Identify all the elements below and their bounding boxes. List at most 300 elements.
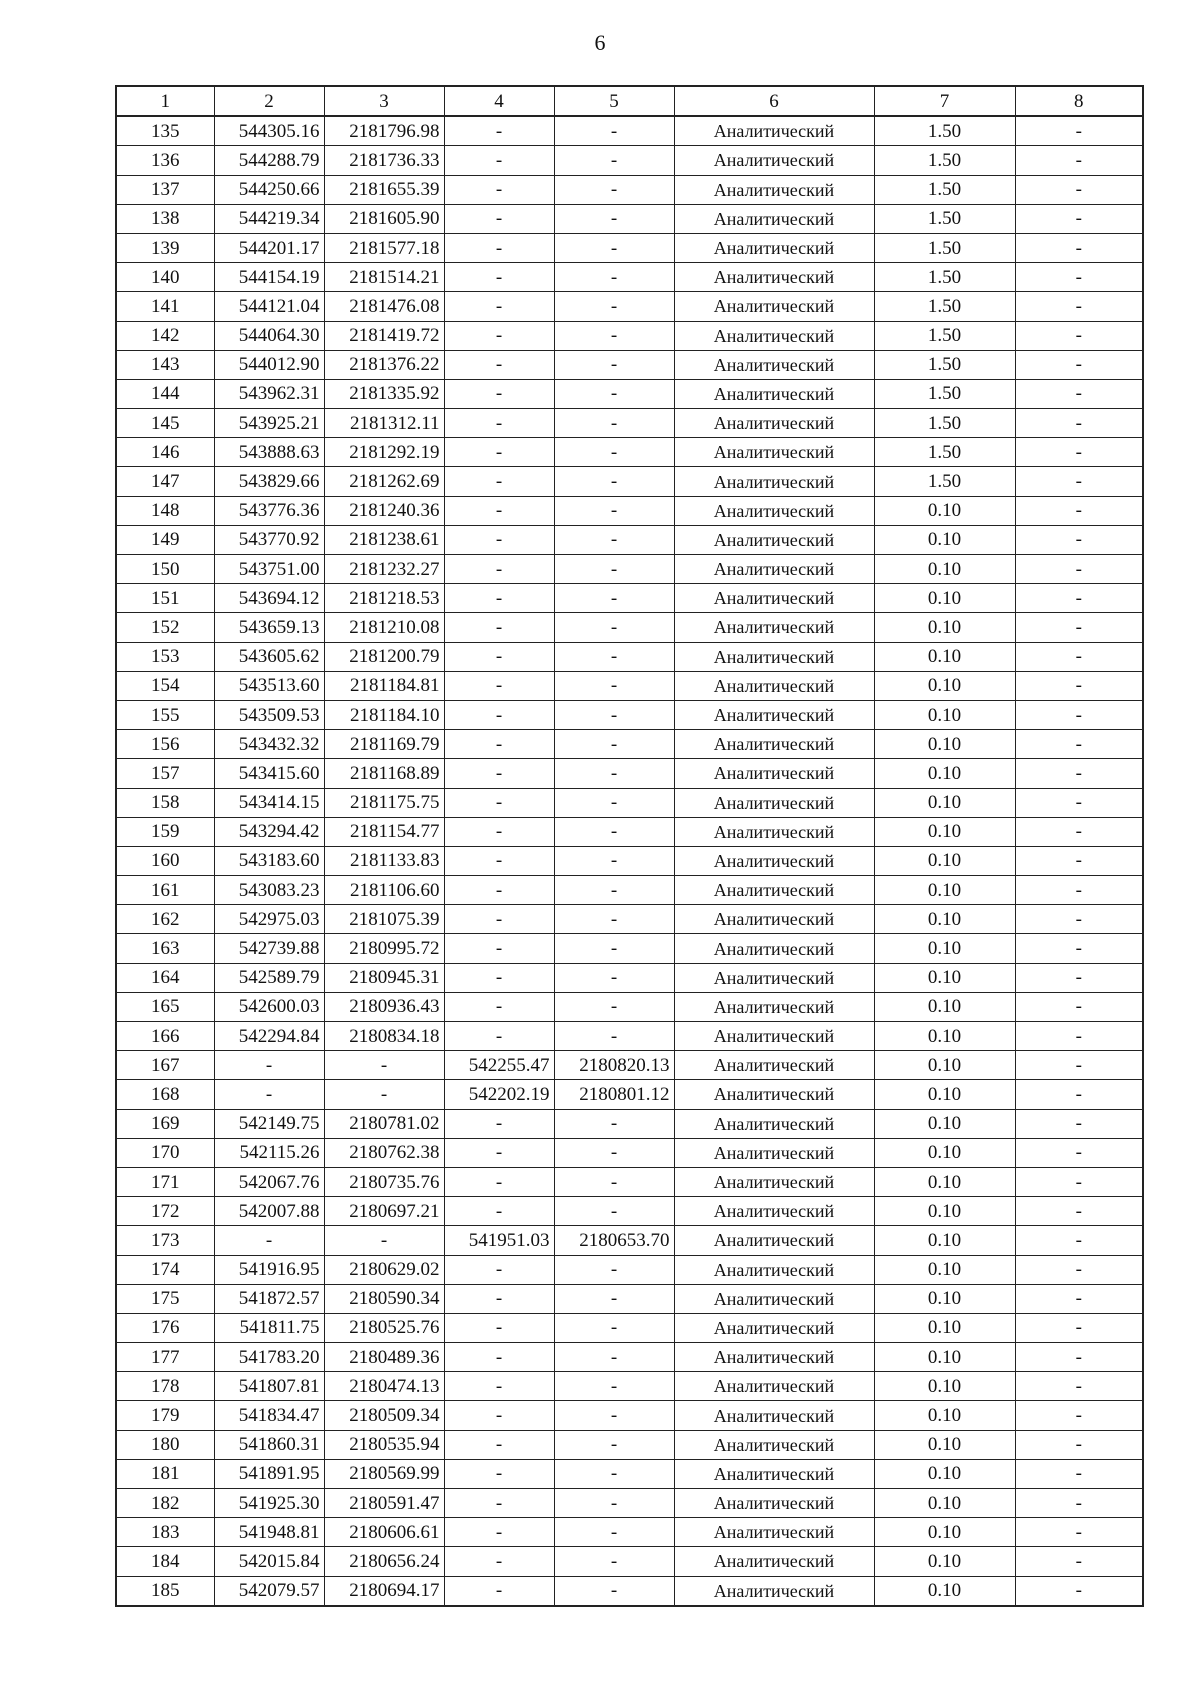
table-cell-col-5: - — [554, 934, 674, 963]
table-cell-col-7: 0.10 — [874, 905, 1015, 934]
table-cell-col-1: 147 — [116, 467, 214, 496]
table-row — [116, 846, 1143, 875]
table-cell-col-2: 543432.32 — [214, 730, 324, 759]
table-row — [116, 934, 1143, 963]
table-cell-col-5: - — [554, 175, 674, 204]
table-cell-col-5: 2180801.12 — [554, 1080, 674, 1109]
table-row — [116, 1197, 1143, 1226]
table-cell-col-2: 544064.30 — [214, 321, 324, 350]
table-row — [116, 438, 1143, 467]
table-cell-col-1: 164 — [116, 963, 214, 992]
table-cell-col-8: - — [1015, 525, 1143, 554]
table-cell-col-8: - — [1015, 876, 1143, 905]
table-cell-col-7: 0.10 — [874, 876, 1015, 905]
table-cell-col-7: 1.50 — [874, 350, 1015, 379]
table-cell-col-5: 2180653.70 — [554, 1226, 674, 1255]
table-cell-col-8: - — [1015, 817, 1143, 846]
table-row — [116, 1459, 1143, 1488]
table-cell-col-3: - — [324, 1051, 444, 1080]
table-cell-col-3: 2181419.72 — [324, 321, 444, 350]
table-cell-col-5: - — [554, 759, 674, 788]
table-cell-col-6: Аналитический — [674, 1167, 874, 1196]
table-cell-col-3: 2181154.77 — [324, 817, 444, 846]
table-cell-col-5: - — [554, 700, 674, 729]
table-cell-col-7: 0.10 — [874, 1109, 1015, 1138]
table-cell-col-7: 0.10 — [874, 525, 1015, 554]
table-cell-col-2: 543829.66 — [214, 467, 324, 496]
table-cell-col-8: - — [1015, 263, 1143, 292]
table-cell-col-6: Аналитический — [674, 584, 874, 613]
table-cell-col-7: 0.10 — [874, 1459, 1015, 1488]
table-cell-col-4: - — [444, 584, 554, 613]
column-header-5: 5 — [554, 86, 674, 116]
table-cell-col-2: 543513.60 — [214, 671, 324, 700]
table-cell-col-2: 544250.66 — [214, 175, 324, 204]
table-cell-col-6: Аналитический — [674, 1022, 874, 1051]
column-header-2: 2 — [214, 86, 324, 116]
table-cell-col-7: 0.10 — [874, 1430, 1015, 1459]
table-cell-col-4: - — [444, 1167, 554, 1196]
table-cell-col-1: 149 — [116, 525, 214, 554]
table-cell-col-2: 543776.36 — [214, 496, 324, 525]
table-cell-col-1: 155 — [116, 700, 214, 729]
table-cell-col-3: 2181476.08 — [324, 292, 444, 321]
table-row — [116, 409, 1143, 438]
table-cell-col-4: - — [444, 292, 554, 321]
table-cell-col-5: - — [554, 263, 674, 292]
table-cell-col-8: - — [1015, 1167, 1143, 1196]
table-cell-col-3: 2181175.75 — [324, 788, 444, 817]
table-cell-col-1: 185 — [116, 1576, 214, 1606]
table-cell-col-3: 2180936.43 — [324, 992, 444, 1021]
table-cell-col-4: - — [444, 1547, 554, 1576]
table-cell-col-2: 544154.19 — [214, 263, 324, 292]
table-cell-col-3: 2181169.79 — [324, 730, 444, 759]
table-cell-col-4: - — [444, 350, 554, 379]
table-cell-col-1: 165 — [116, 992, 214, 1021]
table-cell-col-2: 544012.90 — [214, 350, 324, 379]
table-cell-col-4: 541951.03 — [444, 1226, 554, 1255]
table-cell-col-3: 2181238.61 — [324, 525, 444, 554]
column-header-6: 6 — [674, 86, 874, 116]
table-cell-col-7: 0.10 — [874, 555, 1015, 584]
table-cell-col-3: 2180694.17 — [324, 1576, 444, 1606]
table-cell-col-8: - — [1015, 1343, 1143, 1372]
table-cell-col-1: 180 — [116, 1430, 214, 1459]
table-cell-col-4: - — [444, 1109, 554, 1138]
table-row — [116, 555, 1143, 584]
table-row — [116, 584, 1143, 613]
table-cell-col-5: - — [554, 1401, 674, 1430]
table-cell-col-6: Аналитический — [674, 1080, 874, 1109]
table-cell-col-4: - — [444, 263, 554, 292]
table-cell-col-1: 156 — [116, 730, 214, 759]
table-row — [116, 1372, 1143, 1401]
table-cell-col-1: 159 — [116, 817, 214, 846]
table-cell-col-6: Аналитический — [674, 1489, 874, 1518]
table-row — [116, 1109, 1143, 1138]
table-cell-col-4: - — [444, 1372, 554, 1401]
table-cell-col-3: 2181200.79 — [324, 642, 444, 671]
table-cell-col-2: 543694.12 — [214, 584, 324, 613]
table-cell-col-2: 543659.13 — [214, 613, 324, 642]
table-cell-col-2: 543962.31 — [214, 379, 324, 408]
table-row — [116, 1518, 1143, 1547]
table-cell-col-1: 176 — [116, 1313, 214, 1342]
table-cell-col-5: - — [554, 233, 674, 262]
table-cell-col-5: - — [554, 1255, 674, 1284]
table-cell-col-6: Аналитический — [674, 1547, 874, 1576]
table-cell-col-8: - — [1015, 175, 1143, 204]
table-cell-col-1: 161 — [116, 876, 214, 905]
table-cell-col-6: Аналитический — [674, 467, 874, 496]
table-cell-col-1: 167 — [116, 1051, 214, 1080]
table-cell-col-3: 2181376.22 — [324, 350, 444, 379]
table-cell-col-4: - — [444, 467, 554, 496]
table-cell-col-8: - — [1015, 1401, 1143, 1430]
table-cell-col-3: 2181232.27 — [324, 555, 444, 584]
table-cell-col-3: 2181262.69 — [324, 467, 444, 496]
table-row — [116, 730, 1143, 759]
table-cell-col-3: 2181075.39 — [324, 905, 444, 934]
table-cell-col-6: Аналитический — [674, 496, 874, 525]
table-cell-col-8: - — [1015, 146, 1143, 175]
table-cell-col-5: - — [554, 467, 674, 496]
table-cell-col-5: - — [554, 350, 674, 379]
table-cell-col-8: - — [1015, 934, 1143, 963]
table-row — [116, 1284, 1143, 1313]
table-row — [116, 1430, 1143, 1459]
table-cell-col-5: - — [554, 846, 674, 875]
table-cell-col-6: Аналитический — [674, 146, 874, 175]
table-cell-col-4: - — [444, 671, 554, 700]
table-cell-col-4: - — [444, 1313, 554, 1342]
table-cell-col-2: 542007.88 — [214, 1197, 324, 1226]
table-cell-col-8: - — [1015, 438, 1143, 467]
table-cell-col-3: 2181655.39 — [324, 175, 444, 204]
table-row — [116, 759, 1143, 788]
table-cell-col-5: - — [554, 1167, 674, 1196]
table-cell-col-7: 0.10 — [874, 642, 1015, 671]
table-cell-col-4: - — [444, 1401, 554, 1430]
table-cell-col-1: 179 — [116, 1401, 214, 1430]
table-cell-col-7: 0.10 — [874, 817, 1015, 846]
table-cell-col-1: 153 — [116, 642, 214, 671]
table-cell-col-3: 2181577.18 — [324, 233, 444, 262]
table-cell-col-4: - — [444, 496, 554, 525]
table-cell-col-5: - — [554, 1022, 674, 1051]
table-cell-col-1: 178 — [116, 1372, 214, 1401]
table-cell-col-1: 170 — [116, 1138, 214, 1167]
table-cell-col-5: - — [554, 1343, 674, 1372]
table-cell-col-6: Аналитический — [674, 1430, 874, 1459]
table-cell-col-4: - — [444, 409, 554, 438]
table-cell-col-3: 2180781.02 — [324, 1109, 444, 1138]
table-cell-col-4: - — [444, 759, 554, 788]
table-cell-col-6: Аналитический — [674, 350, 874, 379]
table-cell-col-8: - — [1015, 1284, 1143, 1313]
table-cell-col-5: - — [554, 1576, 674, 1606]
table-cell-col-3: 2181184.81 — [324, 671, 444, 700]
header-row — [116, 86, 1143, 116]
table-cell-col-5: - — [554, 438, 674, 467]
table-cell-col-5: - — [554, 292, 674, 321]
table-cell-col-4: 542202.19 — [444, 1080, 554, 1109]
table-cell-col-7: 0.10 — [874, 963, 1015, 992]
table-row — [116, 1547, 1143, 1576]
table-cell-col-7: 0.10 — [874, 700, 1015, 729]
table-cell-col-7: 0.10 — [874, 1547, 1015, 1576]
table-cell-col-1: 138 — [116, 204, 214, 233]
table-cell-col-1: 157 — [116, 759, 214, 788]
table-cell-col-4: - — [444, 146, 554, 175]
table-cell-col-6: Аналитический — [674, 1284, 874, 1313]
table-cell-col-8: - — [1015, 1430, 1143, 1459]
table-row — [116, 525, 1143, 554]
table-cell-col-2: 543183.60 — [214, 846, 324, 875]
table-cell-col-7: 1.50 — [874, 175, 1015, 204]
table-cell-col-1: 174 — [116, 1255, 214, 1284]
table-row — [116, 146, 1143, 175]
table-cell-col-8: - — [1015, 1109, 1143, 1138]
table-cell-col-1: 182 — [116, 1489, 214, 1518]
table-cell-col-6: Аналитический — [674, 1401, 874, 1430]
table-cell-col-7: 0.10 — [874, 788, 1015, 817]
table-cell-col-8: - — [1015, 671, 1143, 700]
table-cell-col-4: - — [444, 1022, 554, 1051]
table-cell-col-8: - — [1015, 555, 1143, 584]
table-cell-col-1: 135 — [116, 116, 214, 146]
table-cell-col-8: - — [1015, 846, 1143, 875]
table-cell-col-3: 2181292.19 — [324, 438, 444, 467]
table-cell-col-5: - — [554, 1138, 674, 1167]
table-cell-col-7: 1.50 — [874, 263, 1015, 292]
table-cell-col-8: - — [1015, 233, 1143, 262]
table-cell-col-6: Аналитический — [674, 204, 874, 233]
table-cell-col-1: 144 — [116, 379, 214, 408]
table-cell-col-6: Аналитический — [674, 846, 874, 875]
table-cell-col-7: 0.10 — [874, 1080, 1015, 1109]
table-cell-col-2: 542115.26 — [214, 1138, 324, 1167]
table-cell-col-3: 2180591.47 — [324, 1489, 444, 1518]
table-cell-col-6: Аналитический — [674, 1226, 874, 1255]
table-cell-col-7: 0.10 — [874, 671, 1015, 700]
table-cell-col-7: 0.10 — [874, 496, 1015, 525]
table-cell-col-4: - — [444, 613, 554, 642]
table-cell-col-1: 171 — [116, 1167, 214, 1196]
table-row — [116, 292, 1143, 321]
table-cell-col-4: - — [444, 379, 554, 408]
table-cell-col-2: 543509.53 — [214, 700, 324, 729]
table-cell-col-3: 2181514.21 — [324, 263, 444, 292]
table-cell-col-5: - — [554, 379, 674, 408]
table-cell-col-2: 541891.95 — [214, 1459, 324, 1488]
page-number: 6 — [594, 30, 606, 55]
table-cell-col-5: - — [554, 1109, 674, 1138]
table-cell-col-6: Аналитический — [674, 525, 874, 554]
table-cell-col-1: 139 — [116, 233, 214, 262]
table-cell-col-8: - — [1015, 204, 1143, 233]
table-cell-col-8: - — [1015, 963, 1143, 992]
table-cell-col-6: Аналитический — [674, 992, 874, 1021]
table-cell-col-6: Аналитический — [674, 788, 874, 817]
table-row — [116, 1167, 1143, 1196]
table-cell-col-4: - — [444, 438, 554, 467]
table-row — [116, 496, 1143, 525]
table-cell-col-1: 151 — [116, 584, 214, 613]
table-cell-col-7: 0.10 — [874, 1401, 1015, 1430]
table-cell-col-5: - — [554, 409, 674, 438]
table-cell-col-2: - — [214, 1226, 324, 1255]
table-cell-col-2: 543415.60 — [214, 759, 324, 788]
table-cell-col-8: - — [1015, 350, 1143, 379]
table-cell-col-2: 543770.92 — [214, 525, 324, 554]
table-cell-col-7: 0.10 — [874, 846, 1015, 875]
table-cell-col-1: 148 — [116, 496, 214, 525]
table-cell-col-3: 2180656.24 — [324, 1547, 444, 1576]
table-cell-col-8: - — [1015, 1547, 1143, 1576]
table-row — [116, 116, 1143, 146]
table-cell-col-2: 541948.81 — [214, 1518, 324, 1547]
table-cell-col-4: - — [444, 1284, 554, 1313]
table-cell-col-6: Аналитический — [674, 263, 874, 292]
table-cell-col-5: - — [554, 1518, 674, 1547]
table-cell-col-2: 542067.76 — [214, 1167, 324, 1196]
table-cell-col-2: 541807.81 — [214, 1372, 324, 1401]
table-cell-col-2: 541811.75 — [214, 1313, 324, 1342]
table-cell-col-3: 2180525.76 — [324, 1313, 444, 1342]
table-cell-col-7: 1.50 — [874, 204, 1015, 233]
table-cell-col-7: 1.50 — [874, 467, 1015, 496]
table-cell-col-4: - — [444, 1489, 554, 1518]
table-cell-col-2: 542015.84 — [214, 1547, 324, 1576]
table-cell-col-2: 543414.15 — [214, 788, 324, 817]
table-cell-col-5: - — [554, 671, 674, 700]
table-cell-col-6: Аналитический — [674, 409, 874, 438]
table-cell-col-2: 542975.03 — [214, 905, 324, 934]
table-cell-col-3: 2181736.33 — [324, 146, 444, 175]
table-cell-col-7: 0.10 — [874, 934, 1015, 963]
table-cell-col-4: - — [444, 321, 554, 350]
table-cell-col-1: 158 — [116, 788, 214, 817]
table-cell-col-8: - — [1015, 1051, 1143, 1080]
table-cell-col-7: 0.10 — [874, 730, 1015, 759]
table-cell-col-2: 542079.57 — [214, 1576, 324, 1606]
table-cell-col-8: - — [1015, 321, 1143, 350]
table-cell-col-6: Аналитический — [674, 116, 874, 146]
table-cell-col-1: 160 — [116, 846, 214, 875]
table-cell-col-4: - — [444, 1138, 554, 1167]
table-cell-col-7: 1.50 — [874, 409, 1015, 438]
table-cell-col-3: 2180489.36 — [324, 1343, 444, 1372]
table-cell-col-2: 541860.31 — [214, 1430, 324, 1459]
table-cell-col-4: - — [444, 175, 554, 204]
table-row — [116, 876, 1143, 905]
table-cell-col-8: - — [1015, 379, 1143, 408]
table-cell-col-4: - — [444, 1459, 554, 1488]
table-cell-col-6: Аналитический — [674, 1459, 874, 1488]
table-cell-col-6: Аналитический — [674, 1372, 874, 1401]
table-cell-col-4: - — [444, 233, 554, 262]
table-cell-col-8: - — [1015, 613, 1143, 642]
table-cell-col-6: Аналитический — [674, 1255, 874, 1284]
table-cell-col-8: - — [1015, 1022, 1143, 1051]
table-cell-col-6: Аналитический — [674, 1051, 874, 1080]
table-cell-col-2: 542739.88 — [214, 934, 324, 963]
table-cell-col-7: 0.10 — [874, 1284, 1015, 1313]
table-cell-col-3: 2180606.61 — [324, 1518, 444, 1547]
table-cell-col-5: - — [554, 204, 674, 233]
table-cell-col-6: Аналитический — [674, 876, 874, 905]
table-cell-col-8: - — [1015, 992, 1143, 1021]
table-cell-col-3: 2181218.53 — [324, 584, 444, 613]
table-row — [116, 379, 1143, 408]
table-cell-col-8: - — [1015, 1518, 1143, 1547]
table-cell-col-6: Аналитический — [674, 233, 874, 262]
table-cell-col-2: 542149.75 — [214, 1109, 324, 1138]
table-cell-col-8: - — [1015, 496, 1143, 525]
table-cell-col-1: 183 — [116, 1518, 214, 1547]
table-cell-col-6: Аналитический — [674, 175, 874, 204]
table-cell-col-2: 542294.84 — [214, 1022, 324, 1051]
table-cell-col-1: 184 — [116, 1547, 214, 1576]
table-cell-col-1: 169 — [116, 1109, 214, 1138]
table-cell-col-2: - — [214, 1080, 324, 1109]
table-cell-col-7: 0.10 — [874, 759, 1015, 788]
table-cell-col-8: - — [1015, 1138, 1143, 1167]
table-cell-col-6: Аналитический — [674, 292, 874, 321]
table-cell-col-8: - — [1015, 1372, 1143, 1401]
table-cell-col-2: - — [214, 1051, 324, 1080]
table-cell-col-4: - — [444, 642, 554, 671]
table-cell-col-6: Аналитический — [674, 817, 874, 846]
table-cell-col-4: - — [444, 905, 554, 934]
table-cell-col-2: 542600.03 — [214, 992, 324, 1021]
table-cell-col-7: 1.50 — [874, 438, 1015, 467]
table-cell-col-1: 137 — [116, 175, 214, 204]
table-cell-col-2: 543605.62 — [214, 642, 324, 671]
table-cell-col-1: 168 — [116, 1080, 214, 1109]
table-cell-col-6: Аналитический — [674, 1109, 874, 1138]
table-cell-col-2: 541783.20 — [214, 1343, 324, 1372]
table-cell-col-7: 0.10 — [874, 1313, 1015, 1342]
table-cell-col-3: 2181335.92 — [324, 379, 444, 408]
table-cell-col-2: 543751.00 — [214, 555, 324, 584]
table-row — [116, 671, 1143, 700]
table-cell-col-5: - — [554, 555, 674, 584]
table-cell-col-4: - — [444, 700, 554, 729]
table-cell-col-1: 177 — [116, 1343, 214, 1372]
table-row — [116, 175, 1143, 204]
table-cell-col-1: 181 — [116, 1459, 214, 1488]
table-cell-col-7: 0.10 — [874, 1343, 1015, 1372]
table-cell-col-1: 152 — [116, 613, 214, 642]
table-cell-col-6: Аналитический — [674, 555, 874, 584]
table-cell-col-1: 162 — [116, 905, 214, 934]
table-row — [116, 263, 1143, 292]
table-cell-col-7: 0.10 — [874, 613, 1015, 642]
table-cell-col-2: 543888.63 — [214, 438, 324, 467]
table-cell-col-2: 543083.23 — [214, 876, 324, 905]
table-cell-col-6: Аналитический — [674, 730, 874, 759]
table-cell-col-6: Аналитический — [674, 1313, 874, 1342]
table-row — [116, 1051, 1143, 1080]
table-row — [116, 350, 1143, 379]
table-cell-col-4: - — [444, 817, 554, 846]
table-cell-col-5: - — [554, 817, 674, 846]
table-cell-col-8: - — [1015, 1459, 1143, 1488]
table-cell-col-8: - — [1015, 1255, 1143, 1284]
